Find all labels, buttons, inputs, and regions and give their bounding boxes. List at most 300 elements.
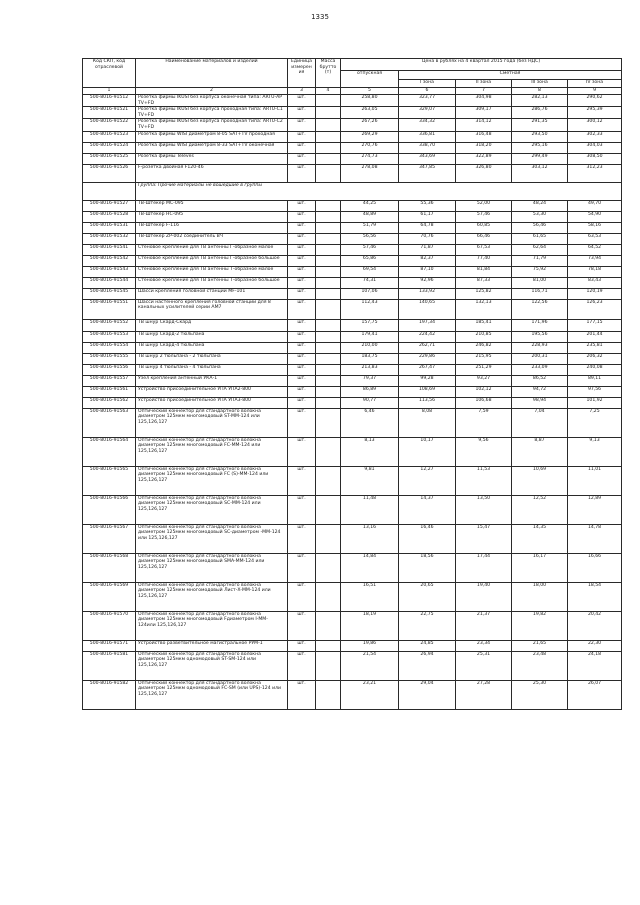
item-mass: [316, 299, 341, 319]
item-name: Оптический коннектор для стандартного волокна диаметром 125мкм одномодовый ST-SM-124 или 125,126,127: [136, 651, 288, 680]
zone-2-price: 27,28: [456, 680, 512, 709]
item-mass: [316, 233, 341, 244]
table-row: [83, 495, 622, 524]
item-name: Оптический коннектор для стандартного волокна диаметром 125мкм многомодовый FC (S)-MM-124 или 125,126,127: [136, 466, 288, 495]
column-number: 2: [136, 88, 288, 95]
table-row: [83, 611, 622, 640]
release-price: 6,46: [341, 408, 399, 437]
zone-2-price: 93,27: [456, 375, 512, 386]
zone-2-price: 309,17: [456, 107, 512, 119]
zone-3-price: 228,93: [512, 342, 568, 353]
item-mass: [316, 107, 341, 119]
item-code: 500-8016-91566: [83, 495, 136, 524]
zone-4-price: 7,25: [568, 408, 622, 437]
item-mass: [316, 277, 341, 288]
item-mass: [316, 437, 341, 466]
zone-1-price: 16,46: [399, 524, 456, 553]
item-name: Розетка фирмы WISI диаметром 8-33 SAT+TV оконечная: [136, 142, 288, 153]
zone-2-price: 185,41: [456, 319, 512, 331]
item-mass: [316, 386, 341, 397]
column-number: 8: [512, 88, 568, 95]
zone-1-price: 323,77: [399, 95, 456, 107]
header-zone-2: II зона: [456, 80, 512, 88]
item-unit: шт.: [288, 288, 316, 299]
item-mass: [316, 495, 341, 524]
release-price: 90,77: [341, 397, 399, 408]
item-unit: шт.: [288, 466, 316, 495]
price-table: [82, 58, 622, 710]
release-price: 269,29: [341, 131, 399, 142]
column-number: 9: [568, 88, 622, 95]
zone-2-price: 106,68: [456, 397, 512, 408]
zone-3-price: 7,04: [512, 408, 568, 437]
zone-3-price: 75,92: [512, 266, 568, 277]
item-name: Шасси крепления головной станции MF-101: [136, 288, 288, 299]
item-unit: шт.: [288, 495, 316, 524]
release-price: 65,86: [341, 255, 399, 266]
zone-1-price: 26,94: [399, 651, 456, 680]
zone-4-price: 26,07: [568, 680, 622, 709]
item-unit: шт.: [288, 211, 316, 222]
zone-4-price: 302,33: [568, 131, 622, 142]
item-code: 500-8016-91571: [83, 640, 136, 651]
zone-3-price: 53,30: [512, 211, 568, 222]
item-name: ТВ-Штекер F-116: [136, 222, 288, 233]
item-mass: [316, 211, 341, 222]
zone-1-price: 29,04: [399, 680, 456, 709]
zone-3-price: 25,30: [512, 680, 568, 709]
zone-1-price: 113,56: [399, 397, 456, 408]
item-mass: [316, 142, 341, 153]
release-price: 74,31: [341, 277, 399, 288]
zone-4-price: 24,18: [568, 651, 622, 680]
column-number: 4: [316, 88, 341, 95]
header-unit: Единица измерения: [288, 59, 316, 88]
item-code: 500-8016-91569: [83, 582, 136, 611]
column-number: 7: [456, 88, 512, 95]
item-code: 500-8016-91527: [83, 200, 136, 211]
item-mass: [316, 397, 341, 408]
release-price: 13,16: [341, 524, 399, 553]
item-code: 500-8016-91555: [83, 353, 136, 364]
item-unit: шт.: [288, 153, 316, 164]
zone-4-price: 83,43: [568, 277, 622, 288]
table-row: [83, 142, 622, 153]
item-name: Шасси настенного крепления головной станции для 8 канальных усилителей серии AM7: [136, 299, 288, 319]
item-name: Оптический коннектор для стандартного волокна диаметром 125мкм многомодовый Лист-X-MM-124 или 125,126,127: [136, 582, 288, 611]
item-code: 500-8016-91582: [83, 680, 136, 709]
item-unit: шт.: [288, 386, 316, 397]
zone-2-price: 316,48: [456, 131, 512, 142]
item-name: Стеновое крепление для ТВ антенны Т-образное большое: [136, 277, 288, 288]
table-row: [83, 437, 622, 466]
release-price: 19,86: [341, 640, 399, 651]
zone-3-price: 122,56: [512, 299, 568, 319]
release-price: 51,79: [341, 222, 399, 233]
release-price: 16,51: [341, 582, 399, 611]
item-code: 500-8016-91523: [83, 131, 136, 142]
release-price: 18,19: [341, 611, 399, 640]
zone-1-price: 10,17: [399, 437, 456, 466]
table-row: [83, 288, 622, 299]
release-price: 267,26: [341, 119, 399, 131]
zone-3-price: 62,64: [512, 244, 568, 255]
release-price: 57,46: [341, 244, 399, 255]
zone-4-price: 290,62: [568, 95, 622, 107]
zone-2-price: 87,33: [456, 277, 512, 288]
zone-4-price: 240,08: [568, 364, 622, 375]
item-mass: [316, 553, 341, 582]
item-mass: [316, 288, 341, 299]
zone-2-price: 25,31: [456, 651, 512, 680]
item-name: ТВ-Штекер МС-095: [136, 200, 288, 211]
item-name: ТВ-Штекер ZP-002 соединитель ВЧ: [136, 233, 288, 244]
item-code: 500-8016-91562: [83, 397, 136, 408]
zone-1-price: 18,56: [399, 553, 456, 582]
item-name: Устройство присоединительное УПА УПА3-800: [136, 397, 288, 408]
release-price: 270,76: [341, 142, 399, 153]
item-unit: шт.: [288, 640, 316, 651]
zone-3-price: 71,79: [512, 255, 568, 266]
table-row: [83, 331, 622, 342]
zone-4-price: 9,13: [568, 437, 622, 466]
item-name: Розетка фирмы WISI диаметром 8-05 SAT+TV проходная: [136, 131, 288, 142]
header-name: Наименование материалов и изделий: [136, 59, 288, 88]
item-mass: [316, 353, 341, 364]
table-row: [83, 95, 622, 107]
zone-4-price: 126,23: [568, 299, 622, 319]
item-name: Стеновое крепление для ТВ антенны Т-образное малое: [136, 266, 288, 277]
zone-2-price: 23,34: [456, 640, 512, 651]
zone-4-price: 300,12: [568, 119, 622, 131]
release-price: 44,25: [341, 200, 399, 211]
table-row: [83, 408, 622, 437]
zone-3-price: 61,65: [512, 233, 568, 244]
item-mass: [316, 651, 341, 680]
release-price: 79,37: [341, 375, 399, 386]
item-code: 500-8016-91531: [83, 222, 136, 233]
zone-2-price: 52,00: [456, 200, 512, 211]
item-name: Розетка фирмы IKUSI без корпуса оконечная типа: ARTU-AP TV+FD: [136, 95, 288, 107]
release-price: 179,41: [341, 331, 399, 342]
item-unit: шт.: [288, 524, 316, 553]
zone-3-price: 23,48: [512, 651, 568, 680]
header-estimate: Сметная: [399, 71, 622, 80]
zone-4-price: 101,92: [568, 397, 622, 408]
zone-1-price: 197,34: [399, 319, 456, 331]
zone-1-price: 262,71: [399, 342, 456, 353]
item-mass: [316, 244, 341, 255]
zone-2-price: 322,89: [456, 153, 512, 164]
zone-3-price: 10,69: [512, 466, 568, 495]
zone-4-price: 14,78: [568, 524, 622, 553]
item-name: Розетка фирмы Televes: [136, 153, 288, 164]
item-unit: шт.: [288, 255, 316, 266]
zone-2-price: 60,85: [456, 222, 512, 233]
item-code: 500-8016-91554: [83, 342, 136, 353]
item-unit: шт.: [288, 222, 316, 233]
item-name: ТВ шнур 4 тюльпана - 4 тюльпана: [136, 364, 288, 375]
item-code: 500-8016-91565: [83, 466, 136, 495]
zone-4-price: 206,32: [568, 353, 622, 364]
zone-4-price: 177,15: [568, 319, 622, 331]
header-zone-1: I зона: [399, 80, 456, 88]
table-row: [83, 107, 622, 119]
item-mass: [316, 640, 341, 651]
item-unit: шт.: [288, 95, 316, 107]
item-unit: шт.: [288, 319, 316, 331]
header-zone-4: IV зона: [568, 80, 622, 88]
release-price: 107,06: [341, 288, 399, 299]
zone-4-price: 16,66: [568, 553, 622, 582]
zone-2-price: 77,40: [456, 255, 512, 266]
zone-4-price: 89,11: [568, 375, 622, 386]
zone-3-price: 293,50: [512, 131, 568, 142]
item-unit: шт.: [288, 233, 316, 244]
release-price: 213,83: [341, 364, 399, 375]
item-unit: шт.: [288, 611, 316, 640]
item-mass: [316, 331, 341, 342]
zone-2-price: 318,20: [456, 142, 512, 153]
zone-1-price: 64,78: [399, 222, 456, 233]
table-row: [83, 397, 622, 408]
zone-2-price: 19,40: [456, 582, 512, 611]
zone-2-price: 246,82: [456, 342, 512, 353]
zone-4-price: 235,81: [568, 342, 622, 353]
item-name: Устройство разветвительное магистральное РУМ-1: [136, 640, 288, 651]
zone-3-price: 233,09: [512, 364, 568, 375]
zone-3-price: 295,16: [512, 142, 568, 153]
item-code: 500-8016-91532: [83, 233, 136, 244]
item-unit: шт.: [288, 437, 316, 466]
zone-3-price: 94,72: [512, 386, 568, 397]
item-code: 500-8016-91568: [83, 553, 136, 582]
item-code: 500-8016-91545: [83, 288, 136, 299]
zone-3-price: 282,13: [512, 95, 568, 107]
item-name: ТВ-Штекер НС-095: [136, 211, 288, 222]
zone-3-price: 19,82: [512, 611, 568, 640]
header-mass: Масса брутто (т): [316, 59, 341, 88]
release-price: 157,75: [341, 319, 399, 331]
item-unit: шт.: [288, 397, 316, 408]
zone-4-price: 201,44: [568, 331, 622, 342]
zone-3-price: 171,96: [512, 319, 568, 331]
zone-4-price: 73,94: [568, 255, 622, 266]
item-name: Розетка фирмы IKUSI без корпуса проходная типа: ARTU-C1 TV+FD: [136, 107, 288, 119]
price-table-body: [83, 95, 622, 710]
item-name: Оптический коннектор для стандартного волокна диаметром 125мкм многомодовый Fдиаметром I-MM-124или 125,126,127: [136, 611, 288, 640]
zone-1-price: 224,42: [399, 331, 456, 342]
item-code: 500-8016-91552: [83, 319, 136, 331]
table-row: [83, 299, 622, 319]
zone-1-price: 99,28: [399, 375, 456, 386]
table-row: [83, 319, 622, 331]
item-code: 500-8016-91553: [83, 331, 136, 342]
item-code: 500-8016-91570: [83, 611, 136, 640]
zone-3-price: 81,00: [512, 277, 568, 288]
zone-3-price: 286,76: [512, 107, 568, 119]
table-row: [83, 244, 622, 255]
item-mass: [316, 364, 341, 375]
item-unit: шт.: [288, 299, 316, 319]
item-mass: [316, 319, 341, 331]
item-unit: шт.: [288, 353, 316, 364]
zone-3-price: 291,35: [512, 119, 568, 131]
item-name: ТВ шнур Скард-2 тюльпана: [136, 331, 288, 342]
zone-3-price: 303,12: [512, 164, 568, 182]
item-unit: шт.: [288, 266, 316, 277]
table-row: [83, 466, 622, 495]
zone-3-price: 98,94: [512, 397, 568, 408]
zone-4-price: 63,53: [568, 233, 622, 244]
table-row: [83, 164, 622, 182]
zone-2-price: 125,82: [456, 288, 512, 299]
table-row: [83, 131, 622, 142]
item-unit: шт.: [288, 342, 316, 353]
zone-2-price: 132,13: [456, 299, 512, 319]
zone-2-price: 215,95: [456, 353, 512, 364]
zone-1-price: 8,08: [399, 408, 456, 437]
zone-1-price: 14,37: [399, 495, 456, 524]
header-code: Код СКП, код отраслевой: [83, 59, 136, 88]
item-mass: [316, 164, 341, 182]
zone-2-price: 17,44: [456, 553, 512, 582]
item-code: 500-8016-91544: [83, 277, 136, 288]
zone-4-price: 18,54: [568, 582, 622, 611]
item-name: Розетка фирмы IKUSI без корпуса проходная типа: ARTU-C2 TV+FD: [136, 119, 288, 131]
item-mass: [316, 466, 341, 495]
item-unit: шт.: [288, 244, 316, 255]
zone-1-price: 336,81: [399, 131, 456, 142]
item-mass: [316, 95, 341, 107]
item-unit: шт.: [288, 651, 316, 680]
item-unit: шт.: [288, 375, 316, 386]
zone-1-price: 334,32: [399, 119, 456, 131]
item-code: 500-8016-91551: [83, 299, 136, 319]
zone-2-price: 304,98: [456, 95, 512, 107]
item-name: Стеновое крепление для ТВ антенны Г-образное малое: [136, 244, 288, 255]
zone-3-price: 299,49: [512, 153, 568, 164]
item-mass: [316, 200, 341, 211]
zone-4-price: 97,56: [568, 386, 622, 397]
zone-4-price: 304,03: [568, 142, 622, 153]
item-mass: [316, 611, 341, 640]
item-code: 500-8016-91556: [83, 364, 136, 375]
zone-2-price: 9,56: [456, 437, 512, 466]
header-price-group: Цена в рублях на 4 квартал 2015 года (без НДС): [341, 59, 622, 71]
zone-2-price: 57,46: [456, 211, 512, 222]
item-name: Оптический коннектор для стандартного волокна диаметром 125мкм многомодовый SC-диаметром -MM-124 или 125,126,127: [136, 524, 288, 553]
item-code: 500-8016-91524: [83, 142, 136, 153]
table-row: [83, 386, 622, 397]
item-name: Оптический коннектор для стандартного волокна диаметром 125мкм одномодовый FC-SM (или UPS)-124 или 125,126,127: [136, 680, 288, 709]
item-code: 500-8016-91525: [83, 153, 136, 164]
table-row: [83, 266, 622, 277]
release-price: 278,08: [341, 164, 399, 182]
zone-1-price: 12,27: [399, 466, 456, 495]
table-row: [83, 364, 622, 375]
item-name: Стеновое крепление для ТВ антенны Г-образное большое: [136, 255, 288, 266]
header-zone-3: III зона: [512, 80, 568, 88]
zone-4-price: 64,52: [568, 244, 622, 255]
zone-1-price: 61,17: [399, 211, 456, 222]
page-number: 1335: [311, 13, 329, 21]
item-name: Оптический коннектор для стандартного волокна диаметром 125мкм многомодовый SC-MM-124 или 125,126,127: [136, 495, 288, 524]
zone-4-price: 78,18: [568, 266, 622, 277]
zone-1-price: 55,36: [399, 200, 456, 211]
item-code: 500-8016-91522: [83, 119, 136, 131]
release-price: 48,89: [341, 211, 399, 222]
column-number: 6: [399, 88, 456, 95]
zone-3-price: 18,00: [512, 582, 568, 611]
table-row: [83, 255, 622, 266]
zone-1-price: 20,65: [399, 582, 456, 611]
release-price: 9,81: [341, 466, 399, 495]
zone-2-price: 15,47: [456, 524, 512, 553]
item-mass: [316, 119, 341, 131]
item-name: Оптический коннектор для стандартного волокна диаметром 125мкм многомодовый FC-MM-124 или 125,126,127: [136, 437, 288, 466]
table-row: [83, 353, 622, 364]
item-code: 500-8016-91563: [83, 408, 136, 437]
item-code: 500-8016-91543: [83, 266, 136, 277]
zone-1-price: 71,87: [399, 244, 456, 255]
item-unit: шт.: [288, 131, 316, 142]
table-row: [83, 153, 622, 164]
zone-1-price: 347,85: [399, 164, 456, 182]
zone-2-price: 67,53: [456, 244, 512, 255]
zone-1-price: 24,85: [399, 640, 456, 651]
release-price: 8,13: [341, 437, 399, 466]
zone-1-price: 267,47: [399, 364, 456, 375]
release-price: 56,56: [341, 233, 399, 244]
item-mass: [316, 222, 341, 233]
zone-1-price: 70,76: [399, 233, 456, 244]
item-code: 500-8016-91528: [83, 211, 136, 222]
release-price: 21,54: [341, 651, 399, 680]
item-code: 500-8016-91561: [83, 386, 136, 397]
item-code: 500-8016-91526: [83, 164, 136, 182]
item-unit: шт.: [288, 553, 316, 582]
item-mass: [316, 131, 341, 142]
zone-3-price: 86,52: [512, 375, 568, 386]
zone-2-price: 13,50: [456, 495, 512, 524]
item-unit: шт.: [288, 364, 316, 375]
zone-3-price: 14,35: [512, 524, 568, 553]
zone-2-price: 210,85: [456, 331, 512, 342]
item-mass: [316, 375, 341, 386]
item-code: 500-8016-91581: [83, 651, 136, 680]
item-name: ТВ шнур Скард-4 тюльпана: [136, 342, 288, 353]
zone-1-price: 87,10: [399, 266, 456, 277]
zone-3-price: 12,52: [512, 495, 568, 524]
zone-1-price: 108,69: [399, 386, 456, 397]
item-mass: [316, 255, 341, 266]
item-code: 500-8016-91521: [83, 107, 136, 119]
table-row: [83, 222, 622, 233]
item-name: ТВ шнур Скард-Скард: [136, 319, 288, 331]
zone-4-price: 22,30: [568, 640, 622, 651]
zone-3-price: 21,65: [512, 640, 568, 651]
table-row: [83, 211, 622, 222]
zone-4-price: 11,01: [568, 466, 622, 495]
zone-4-price: 308,50: [568, 153, 622, 164]
release-price: 14,84: [341, 553, 399, 582]
item-unit: шт.: [288, 331, 316, 342]
release-price: 23,21: [341, 680, 399, 709]
zone-4-price: 20,42: [568, 611, 622, 640]
release-price: 274,73: [341, 153, 399, 164]
zone-3-price: 116,71: [512, 288, 568, 299]
